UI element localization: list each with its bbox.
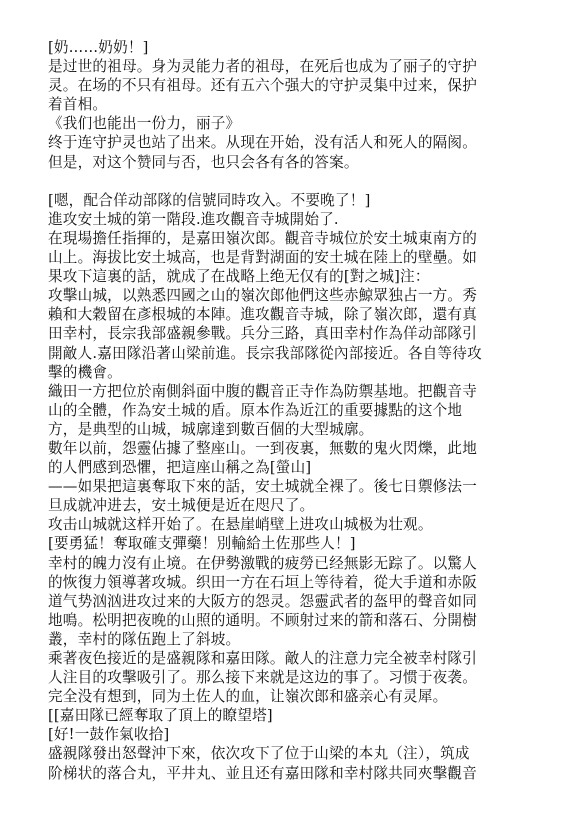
- paragraph-line: 山上。海拔比安土城高，也是背對湖面的安土城在陸上的壁壘。如: [48, 249, 478, 267]
- paragraph-line: 方，是典型的山城，城廓達到數百個的大型城廓。: [48, 420, 374, 438]
- paragraph-line: 攻擊山城，以熟悉四國之山的嶺次郎他們这些赤鯨眾独占一方。秀: [48, 287, 478, 305]
- paragraph-line: 终于连守护灵也站了出来。从现在开始，没有活人和死人的隔阂。: [48, 134, 478, 152]
- paragraph-line: 人注目的攻擊吸引了。那么接下来就是这边的事了。习惯于夜袭。: [48, 669, 478, 687]
- paragraph-line: 的人們感到恐懼，把這座山稱之為[螢山]: [48, 459, 312, 477]
- dialogue-line: [要勇猛！奪取確支彈藥！別輸給土佐那些人！]: [48, 535, 356, 553]
- paragraph-line: 攻击山城就这样开始了。在悬崖峭壁上进攻山城极为壮观。: [48, 516, 433, 534]
- paragraph-line: 地鳴。松明把夜晚的山照的通明。不顾射过来的箭和落石、分開樹: [48, 611, 478, 629]
- paragraph-line: 果攻下這裏的話，就成了在战略上绝无仅有的[對之城]注：: [48, 268, 430, 286]
- blank-line: [48, 172, 568, 191]
- paragraph-line: 進攻安土城的第一階段.進攻觀音寺城開始了.: [48, 210, 339, 228]
- paragraph-line: ——如果把這裏奪取下來的話，安土城就全裸了。後七日禦修法一: [48, 478, 478, 496]
- dialogue-line: [奶……奶奶！]: [48, 39, 149, 56]
- paragraph-line: 灵。在场的不只有祖母。还有五六个强大的守护灵集中过来，保护: [48, 77, 478, 95]
- paragraph-line: 但是，对这个赞同与否，也只会各有各的答案。: [48, 153, 359, 171]
- paragraph-line: 乘著夜色接近的是盛親隊和嘉田隊。敵人的注意力完全被幸村隊引: [48, 650, 478, 667]
- paragraph-line: 叢，幸村的隊伍跑上了斜坡。: [48, 630, 241, 648]
- paragraph-line: 數年以前，怨靈佔據了整座山。一到夜裏，無數的鬼火閃爍，此地: [48, 439, 478, 457]
- document-body: [48, 38, 568, 783]
- quote-line: 《我们也能出一份力，丽子》: [48, 115, 241, 133]
- paragraph-line: 阶梯状的落合丸，平井丸、並且还有嘉田隊和幸村隊共同夾擊觀音: [48, 764, 478, 782]
- paragraph-line: 着首相。: [48, 96, 108, 114]
- paragraph-line: 山的全體，作為安土城的盾。原本作為近江的重要據點的这个地: [48, 401, 463, 419]
- paragraph-line: 的恢復力領導著攻城。织田一方在石垣上等待着，從大手道和赤阪: [48, 573, 478, 591]
- paragraph-line: 道气势汹汹进攻过来的大阪方的怨灵。怨靈武者的盔甲的聲音如同: [48, 592, 478, 610]
- paragraph-line: 幸村的魄力沒有止境。在伊勢激戰的疲勞已经無影无踪了。以驚人: [48, 554, 478, 572]
- dialogue-line: [[嘉田隊已經奪取了頂上的瞭望塔]: [48, 707, 273, 725]
- dialogue-line: [好!一鼓作氣收拾]: [48, 726, 170, 744]
- paragraph-line: 織田一方把位於南側斜面中腹的觀音正寺作為防禦基地。把觀音寺: [48, 382, 478, 400]
- dialogue-line: [嗯，配合佯动部隊的信號同時攻入。不要晚了！]: [48, 191, 371, 209]
- paragraph-line: 開敵人.嘉田隊沿著山梁前進。長宗我部隊從內部接近。各自等待攻: [48, 344, 482, 362]
- paragraph-line: 是过世的祖母。身为灵能力者的祖母，在死后也成为了丽子的守护: [48, 58, 478, 76]
- paragraph-line: 盛親隊發出怒聲沖下來，依次攻下了位于山梁的本丸（注），筑成: [48, 745, 470, 763]
- paragraph-line: 旦成就冲进去，安土城便是近在咫尺了。: [48, 497, 315, 515]
- paragraph-line: 在現場擔任指揮的，是嘉田嶺次郎。觀音寺城位於安土城東南方的: [48, 229, 478, 247]
- paragraph-line: 擊的機會。: [48, 363, 122, 381]
- paragraph-line: 完全没有想到，同为土佐人的血，让嶺次郎和盛亲心有灵犀。: [48, 688, 448, 706]
- paragraph-line: 田幸村，長宗我部盛親參戰。兵分三路，真田幸村作為佯动部隊引: [48, 325, 478, 343]
- paragraph-line: 賴和大穀留在彥根城的本陣。進攻觀音寺城，除了嶺次郎，還有真: [48, 306, 478, 324]
